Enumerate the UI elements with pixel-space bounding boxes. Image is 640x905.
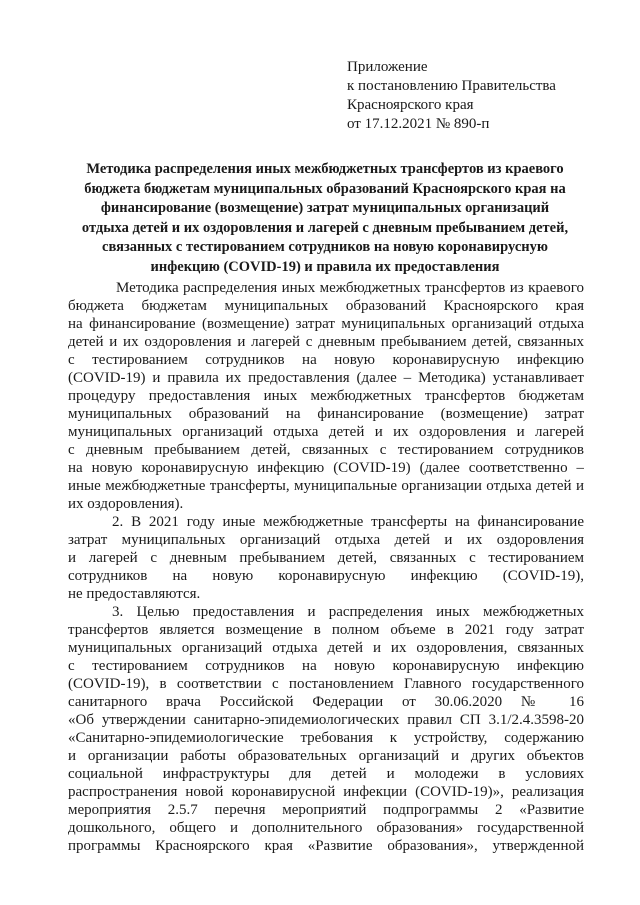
paragraph-3-line: санитарного врача Российской Федерации от 30.06.2020 № 16 <box>68 694 584 710</box>
paragraph-3-line: социальной инфраструктуры для детей и молодежи в условиях <box>68 766 584 782</box>
document-title <box>70 160 580 278</box>
title-line: Методика распределения иных межбюджетных трансфертов из краевого <box>86 161 564 177</box>
appendix-header <box>347 58 556 134</box>
paragraph-3-line: (COVID-19), в соответствии с постановлением Главного государственного <box>68 676 584 692</box>
paragraph-3-line: дошкольного, общего и дополнительного образования» государственной <box>68 820 584 836</box>
paragraph-1-line: детей и их оздоровления и лагерей с дневным пребыванием детей, связанных <box>68 334 584 350</box>
paragraph-3-line: трансфертов является возмещение в полном объеме в 2021 году затрат <box>68 622 584 638</box>
appendix-line: Красноярского края <box>347 97 474 113</box>
paragraph-1-line: иные межбюджетные трансферты, муниципальные организации отдыха детей и <box>68 478 584 494</box>
title-line: связанных с тестированием сотрудников на новую коронавирусную <box>102 239 548 256</box>
paragraph-3-line: 3. Целью предоставления и распределения иных межбюджетных <box>112 604 584 620</box>
title-line: бюджета бюджетам муниципальных образований Красноярского края на <box>84 180 566 197</box>
paragraph-3-line: муниципальных организаций отдыха детей и их оздоровления, связанных <box>68 640 584 656</box>
appendix-date-number: от 17.12.2021 № 890-п <box>347 116 490 132</box>
paragraph-1-line: процедуру предоставления иных межбюджетных трансфертов бюджетам <box>68 388 584 404</box>
title-line: финансирование (возмещение) затрат муниципальных организаций <box>100 200 550 217</box>
document-body <box>68 279 584 855</box>
title-line: инфекцию (COVID-19) и правила их предоставления <box>150 258 500 275</box>
paragraph-2-line: затрат муниципальных организаций отдыха детей и их оздоровления <box>68 532 584 548</box>
paragraph-1-line: их оздоровления). <box>68 496 184 512</box>
paragraph-3-line: «Санитарно-эпидемиологические требования к устройству, содержанию <box>68 730 584 746</box>
paragraph-1-line: на новую коронавирусную инфекцию (COVID-19) (далее соответственно – <box>68 460 584 476</box>
appendix-line: к постановлению Правительства <box>347 78 556 94</box>
paragraph-2-line: 2. В 2021 году иные межбюджетные трансферты на финансирование <box>112 514 584 530</box>
paragraph-1-line: муниципальных организаций отдыха детей и их оздоровления и лагерей <box>68 424 584 440</box>
paragraph-1-line: на финансирование (возмещение) затрат муниципальных организаций отдыха <box>68 316 584 332</box>
paragraph-2-line: сотрудников на новую коронавирусную инфекцию (COVID-19), <box>68 568 584 584</box>
paragraph-3-line: программы Красноярского края «Развитие образования», утвержденной <box>68 838 584 854</box>
paragraph-1-line: с тестированием сотрудников на новую коронавирусную инфекцию <box>68 352 584 368</box>
paragraph-3-line: с тестированием сотрудников на новую коронавирусную инфекцию <box>68 658 584 674</box>
paragraph-1-line: Методика распределения иных межбюджетных трансфертов из краевого <box>116 280 584 296</box>
paragraph-3-line: мероприятия 2.5.7 перечня мероприятий подпрограммы 2 «Развитие <box>68 802 584 818</box>
paragraph-2-line: и лагерей с дневным пребыванием детей, связанных с тестированием <box>68 550 584 566</box>
paragraph-3-line: «Об утверждении санитарно-эпидемиологических правил СП 3.1/2.4.3598-20 <box>68 712 584 728</box>
paragraph-2-line: не предоставляются. <box>68 586 201 602</box>
paragraph-1-line: муниципальных образований на финансирование (возмещение) затрат <box>68 406 584 422</box>
paragraph-1-line: бюджета бюджетам муниципальных образований Красноярского края <box>68 298 584 314</box>
paragraph-1-line: с дневным пребыванием детей, связанных с тестированием сотрудников <box>68 442 584 458</box>
paragraph-3-line: распространения новой коронавирусной инфекции (COVID-19)», реализация <box>68 784 584 800</box>
paragraph-3-line: и организации работы образовательных организаций и других объектов <box>68 748 584 764</box>
appendix-line: Приложение <box>347 59 428 75</box>
paragraph-1-line: (COVID-19) и правила их предоставления (далее – Методика) устанавливает <box>68 370 584 386</box>
title-line: отдыха детей и их оздоровления и лагерей с дневным пребыванием детей, <box>81 219 569 236</box>
